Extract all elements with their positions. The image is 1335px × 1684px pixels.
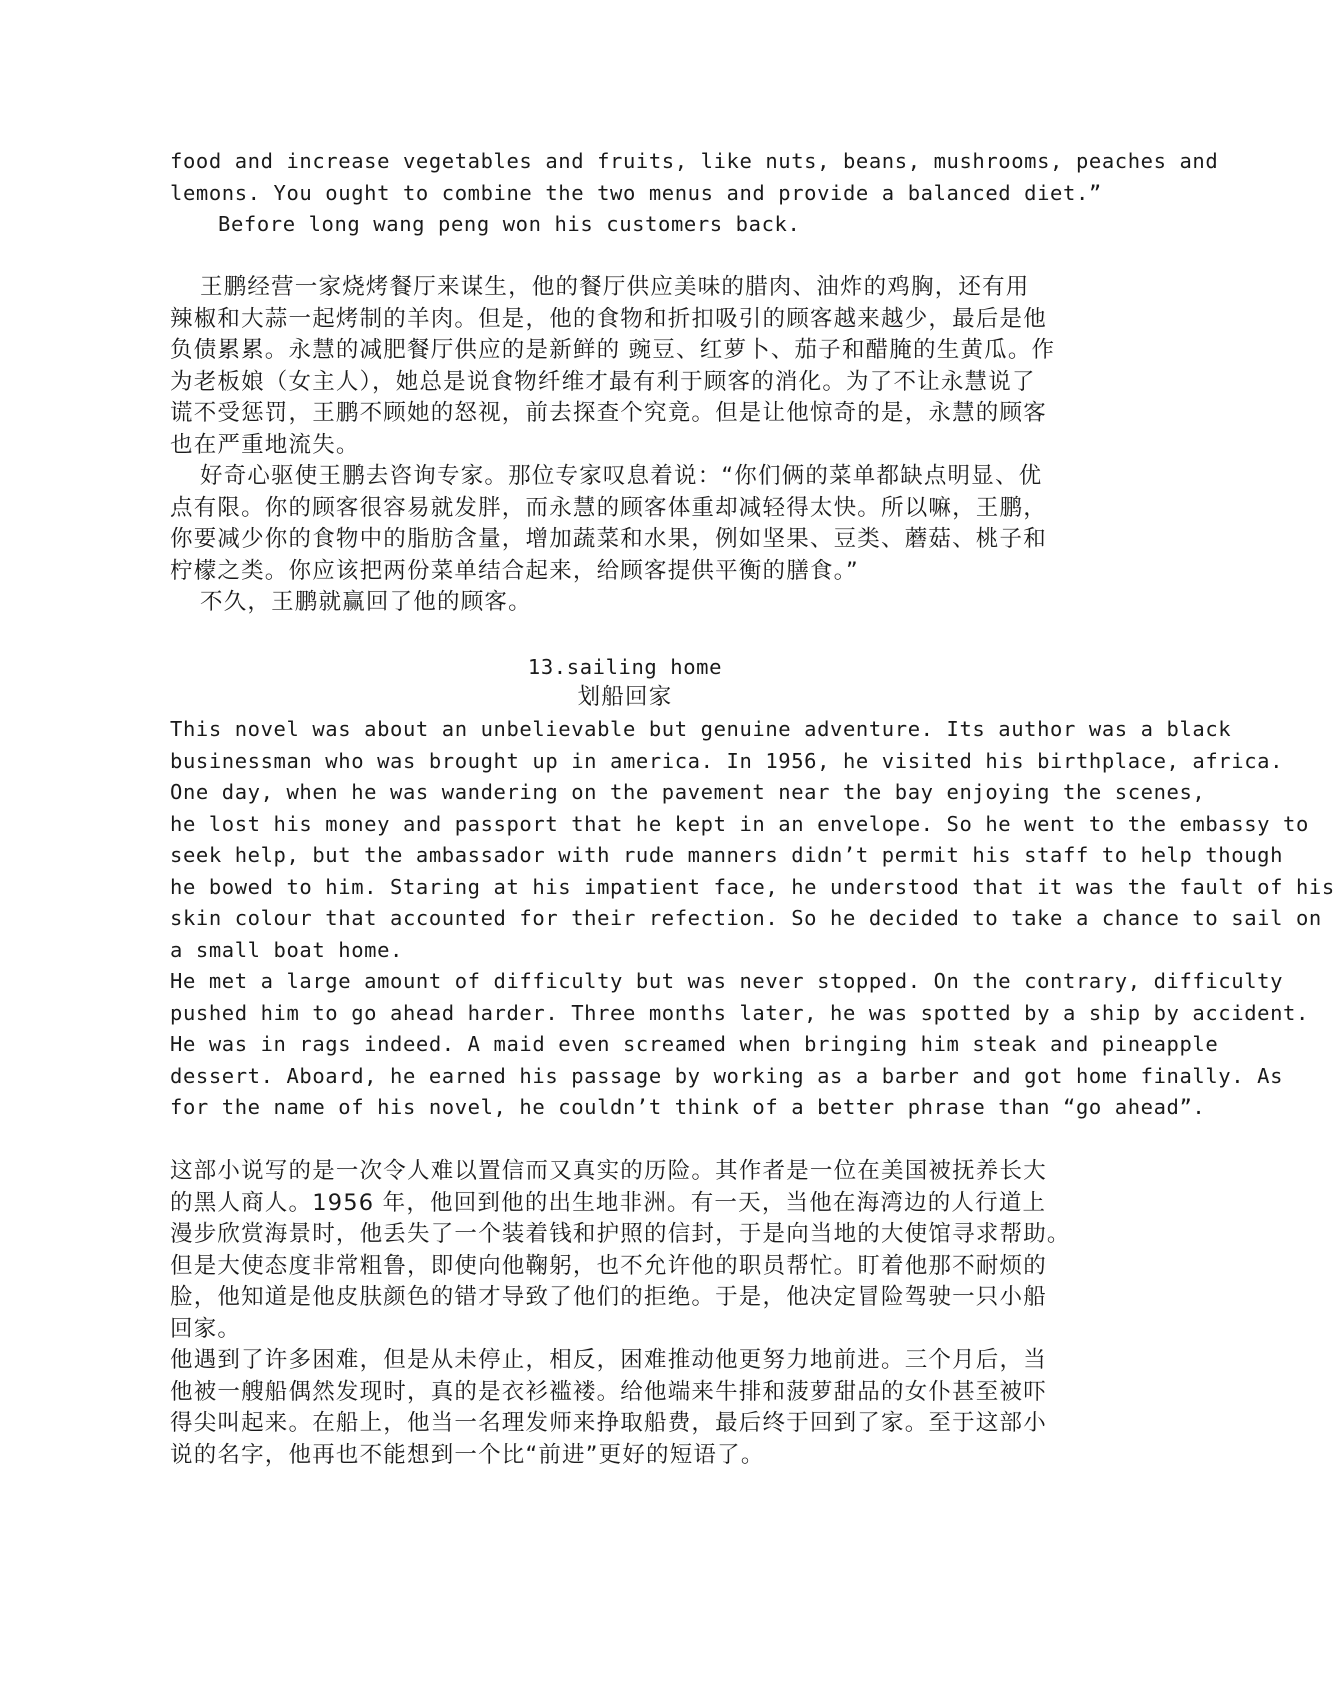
text-line: 的黑人商人。1956 年，他回到他的出生地非洲。有一天，当他在海湾边的人行道上 (170, 1189, 1047, 1216)
text-line: 你要减少你的食物中的脂肪含量，增加蔬菜和水果，例如坚果、豆类、蘑菇、桃子和 (170, 526, 1047, 552)
text-line: One day, when he was wandering on the pavement near the bay enjoying the scenes, (170, 780, 1206, 804)
story13-title-en: 13.sailing home (527, 655, 723, 679)
story13-english-text (170, 714, 1335, 1124)
text-line: 为老板娘（女主人），她总是说食物纤维才最有利于顾客的消化。为了不让永慧说了 (170, 368, 1036, 395)
text-line: 得尖叫起来。在船上，他当一名理发师来挣取船费，最后终于回到了家。至于这部小 (170, 1410, 1047, 1436)
text-line: seek help, but the ambassador with rude manners didn’t permit his staff to help though (170, 843, 1284, 867)
text-line: 王鹏经营一家烧烤餐厅来谋生，他的餐厅供应美味的腊肉、油炸的鸡胸，还有用 (200, 274, 1030, 300)
story13-chinese-text (170, 1156, 1080, 1471)
text-line: 他被一艘船偶然发现时，真的是衣衫褴褛。给他端来牛排和菠萝甜品的女仆甚至被吓 (170, 1378, 1047, 1405)
text-line: 说的名字，他再也不能想到一个比“前进”更好的短语了。 (170, 1441, 765, 1468)
text-line: 柠檬之类。你应该把两份菜单结合起来，给顾客提供平衡的膳食。” (170, 557, 859, 584)
text-line: 回家。 (170, 1315, 242, 1342)
text-line: 辣椒和大蒜一起烤制的羊肉。但是，他的食物和折扣吸引的顾客越来越少，最后是他 (170, 305, 1047, 332)
text-line: 这部小说写的是一次令人难以置信而又真实的历险。其作者是一位在美国被抚养长大 (170, 1158, 1047, 1184)
text-line: he lost his money and passport that he kept in an envelope. So he went to the embassy to (170, 811, 1309, 836)
text-line: 漫步欣赏海景时，他丢失了一个装着钱和护照的信封，于是向当地的大使馆寻求帮助。 (170, 1221, 1071, 1247)
text-line: lemons. You ought to combine the two menus and provide a balanced diet.” (170, 180, 1102, 205)
text-line: 脸，他知道是他皮肤颜色的错才导致了他们的拒绝。于是，他决定冒险驾驶一只小船 (170, 1284, 1047, 1310)
text-line: He met a large amount of difficulty but was never stopped. On the contrary, difficulty (170, 969, 1284, 993)
text-line: 负债累累。永慧的减肥餐厅供应的是新鲜的 豌豆、红萝卜、茄子和醋腌的生黄瓜。作 (170, 337, 1056, 363)
story12-english-text (170, 146, 1219, 241)
text-line: food and increase vegetables and fruits, like nuts, beans, mushrooms, peaches and (170, 149, 1219, 173)
text-line: 好奇心驱使王鹏去咨询专家。那位专家叹息着说：“你们俩的菜单都缺点明显、优 (200, 463, 1043, 489)
text-line: skin colour that accounted for their refection. So he decided to take a chance to sail on (170, 906, 1322, 930)
text-line: He was in rags indeed. A maid even screamed when bringing him steak and pineapple (170, 1032, 1219, 1056)
text-line: a small boat home. (170, 937, 403, 962)
text-line: 点有限。你的顾客很容易就发胖，而永慧的顾客体重却减轻得太快。所以嘛，王鹏， (170, 494, 1047, 521)
text-line: pushed him to go ahead harder. Three months later, he was spotted by a ship by accident. (170, 1000, 1309, 1025)
text-line: 但是大使态度非常粗鲁，即使向他鞠躬，也不允许他的职员帮忙。盯着他那不耐烦的 (170, 1252, 1047, 1279)
story12-chinese-text (170, 272, 1080, 619)
text-line: 他遇到了许多困难，但是从未停止，相反，困难推动他更努力地前进。三个月后，当 (170, 1347, 1047, 1373)
text-line: Before long wang peng won his customers back. (218, 212, 801, 236)
text-line: for the name of his novel, he couldn’t think of a better phrase than “go ahead”. (170, 1095, 1206, 1119)
text-line: 不久，王鹏就赢回了他的顾客。 (200, 589, 532, 615)
story13-title-cn: 划船回家 (577, 684, 673, 710)
text-line: This novel was about an unbelievable but genuine adventure. Its author was a black (170, 717, 1232, 741)
text-line: businessman who was brought up in america. In 1956, he visited his birthplace, africa. (170, 748, 1284, 773)
text-line: dessert. Aboard, he earned his passage by working as a barber and got home finally. As (170, 1063, 1284, 1088)
text-line: 谎不受惩罚，王鹏不顾她的怒视，前去探查个究竟。但是让他惊奇的是，永慧的顾客 (170, 400, 1047, 426)
text-line: he bowed to him. Staring at his impatient face, he understood that it was the fault of his (170, 874, 1335, 899)
text-line: 也在严重地流失。 (170, 431, 360, 458)
